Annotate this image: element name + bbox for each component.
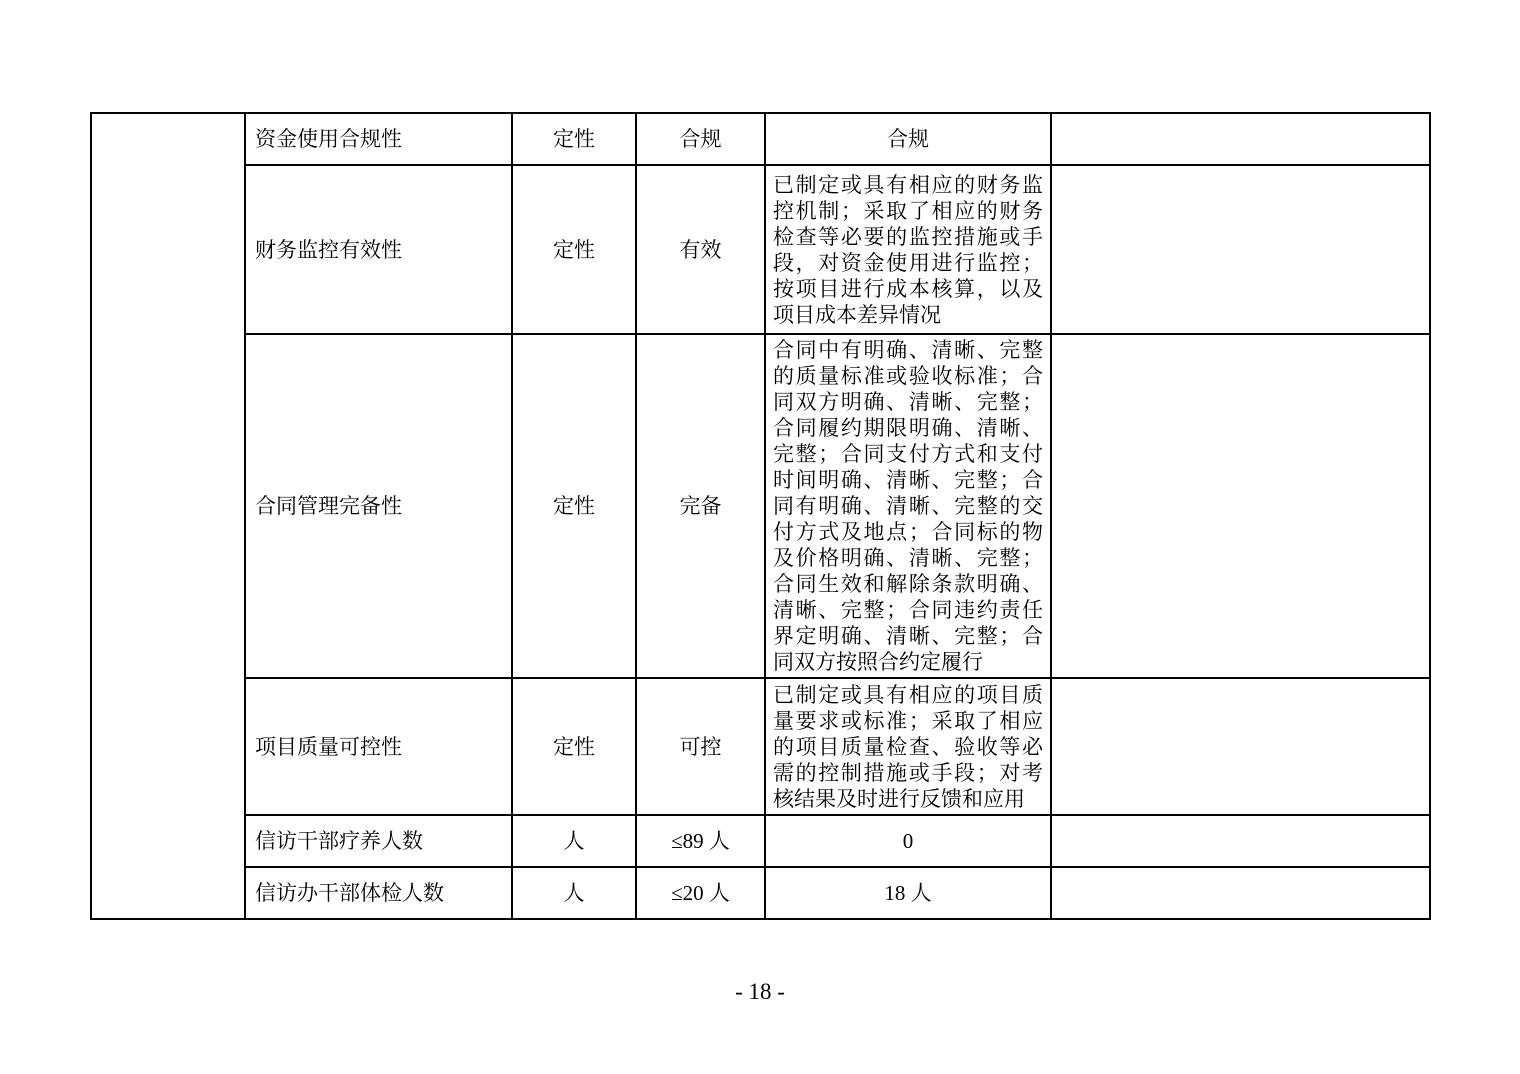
indicator-type-cell: 人 [512,815,636,867]
indicator-type-cell: 定性 [512,165,636,334]
indicator-name-cell: 信访干部疗养人数 [245,815,512,867]
page-number: - 18 - [735,979,785,1004]
indicator-name-cell: 资金使用合规性 [245,113,512,165]
actual-value-cell: 18 人 [765,867,1051,919]
right-empty-cell [1051,867,1430,919]
actual-value-cell: 合同中有明确、清晰、完整的质量标准或验收标准；合同双方明确、清晰、完整；合同履约期限明确、清晰、完整；合同支付方式和支付时间明确、清晰、完整；合同有明确、清晰、完整的交付方式及地点；合同标的物及价格明确、清晰、完整；合同生效和解除条款明确、清晰、完整；合同违约责任界定明确、清晰、完整；合同双方按照合约定履行 [765,334,1051,678]
table-row [91,867,1430,919]
left-merged-empty-cell [91,113,245,919]
table-body [91,113,1430,919]
actual-value-cell: 已制定或具有相应的项目质量要求或标准；采取了相应的项目质量检查、验收等必需的控制措施或手段；对考核结果及时进行反馈和应用 [765,678,1051,815]
target-value-cell: 合规 [636,113,765,165]
indicator-name-cell: 合同管理完备性 [245,334,512,678]
indicator-type-cell: 定性 [512,334,636,678]
target-value-cell: 有效 [636,165,765,334]
right-empty-cell [1051,678,1430,815]
performance-indicator-table [90,112,1431,920]
indicator-type-cell: 定性 [512,113,636,165]
target-value-cell: ≤89 人 [636,815,765,867]
actual-value-cell: 0 [765,815,1051,867]
indicator-type-cell: 人 [512,867,636,919]
right-empty-cell [1051,165,1430,334]
target-value-cell: ≤20 人 [636,867,765,919]
table-row [91,165,1430,334]
table-row [91,113,1430,165]
right-empty-cell [1051,815,1430,867]
actual-value-cell: 已制定或具有相应的财务监控机制；采取了相应的财务检查等必要的监控措施或手段，对资金使用进行监控；按项目进行成本核算，以及项目成本差异情况 [765,165,1051,334]
indicator-name-cell: 项目质量可控性 [245,678,512,815]
table-row [91,678,1430,815]
actual-value-cell: 合规 [765,113,1051,165]
right-empty-cell [1051,113,1430,165]
indicator-name-cell: 财务监控有效性 [245,165,512,334]
target-value-cell: 完备 [636,334,765,678]
target-value-cell: 可控 [636,678,765,815]
table-row [91,815,1430,867]
indicator-type-cell: 定性 [512,678,636,815]
indicator-name-cell: 信访办干部体检人数 [245,867,512,919]
right-empty-cell [1051,334,1430,678]
table-row [91,334,1430,678]
